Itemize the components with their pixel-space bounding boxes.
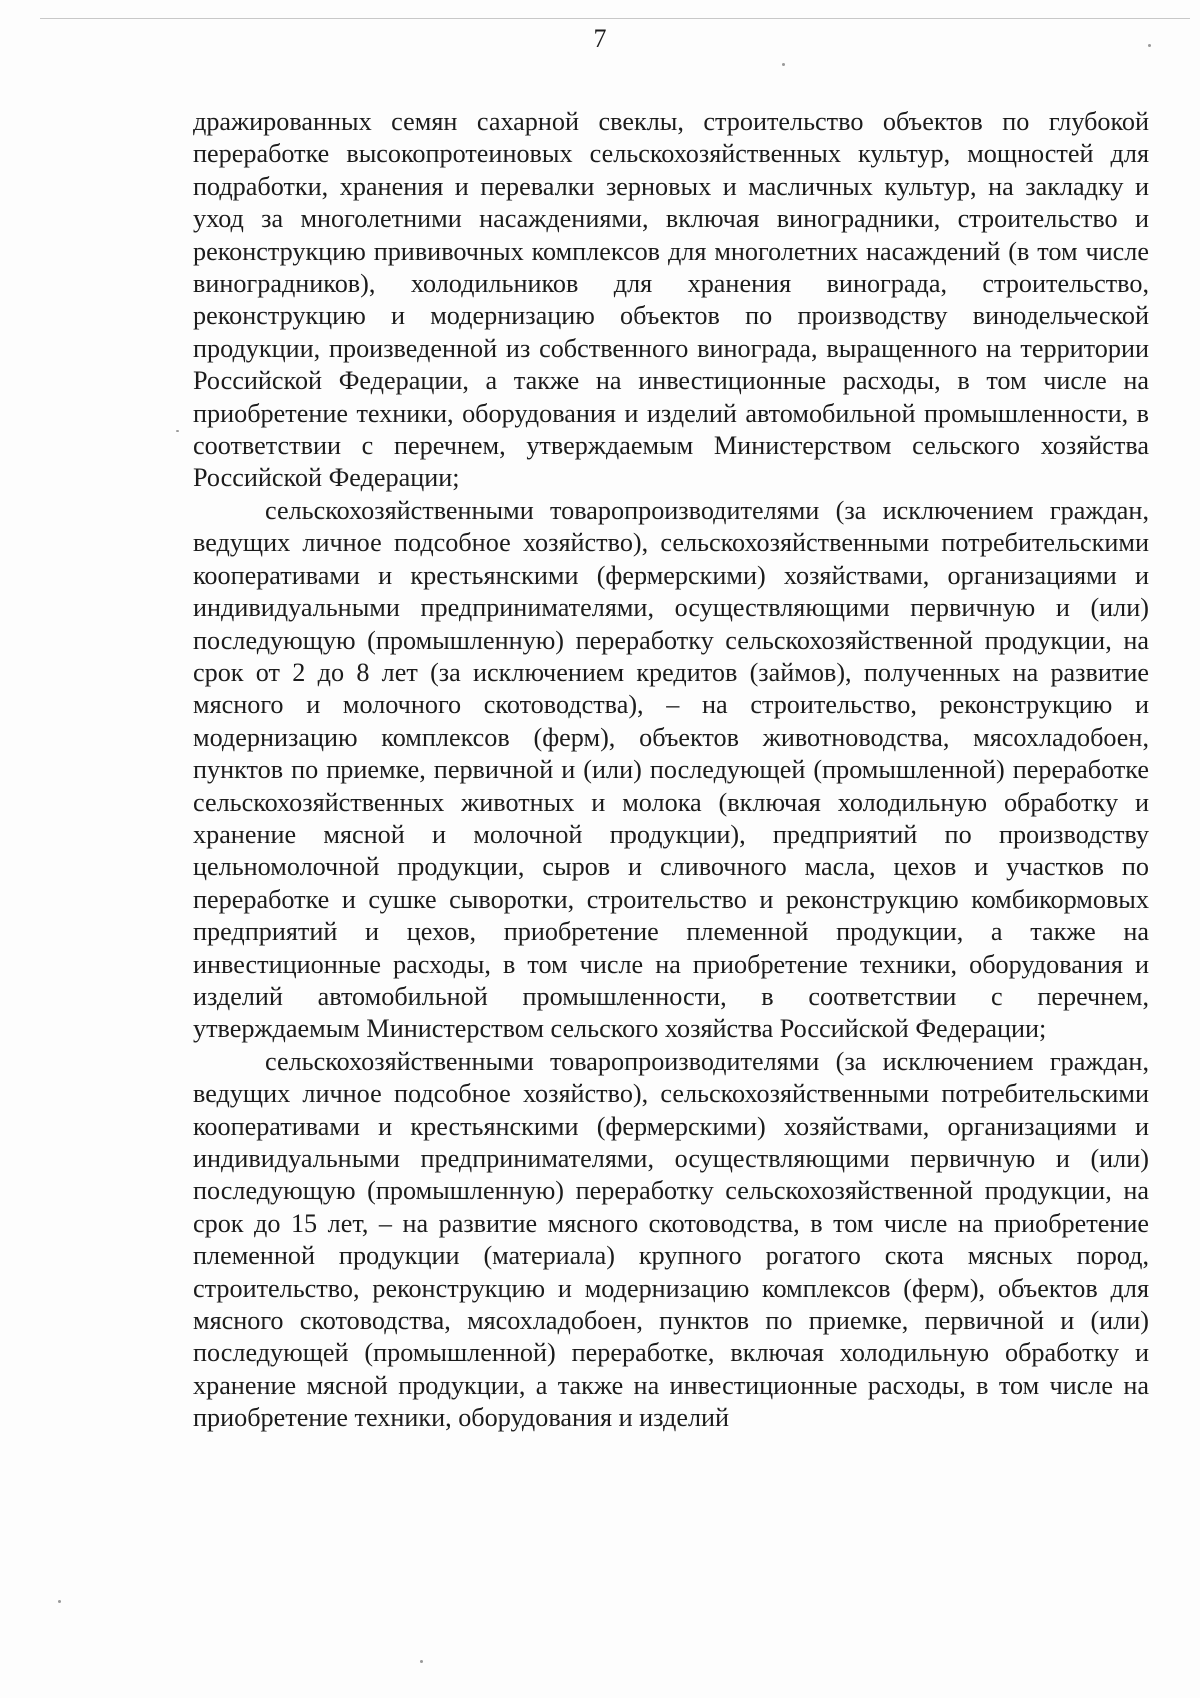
paragraph: сельскохозяйственными товаропроизводителями (за исключением граждан, ведущих личное подсобное хозяйство), сельскохозяйственными потребительскими кооперативами и крестьянскими (фермерскими) хозяйствами, организациями и индивидуальными предпринимателями, осуществляющими первичную и (или) последующую (промышленную) переработку сельскохозяйственной продукции, на срок до 15 лет, – на развитие мясного скотоводства, в том числе на приобретение племенной продукции (материала) крупного рогатого скота мясных пород, строительство, реконструкцию и модернизацию комплексов (ферм), объектов для мясного скотоводства, мясохладобоен, пунктов по приемке, первичной и (или) последующей (промышленной) переработке, включая холодильную обработку и хранение мясной продукции, а также на инвестиционные расходы, в том числе на приобретение техники, оборудования и изделий [193,1046,1149,1433]
page-number: 7 [593,24,607,53]
document-body [193,106,1149,1435]
scan-speck [420,1660,423,1663]
scan-speck [176,430,179,432]
paragraph: сельскохозяйственными товаропроизводителями (за исключением граждан, ведущих личное подсобное хозяйство), сельскохозяйственными потребительскими кооперативами и крестьянскими (фермерскими) хозяйствами, организациями и индивидуальными предпринимателями, осуществляющими первичную и (или) последующую (промышленную) переработку сельскохозяйственной продукции, на срок от 2 до 8 лет (за исключением кредитов (займов), полученных на развитие мясного и молочного скотоводства), – на строительство, реконструкцию и модернизацию комплексов (ферм), объектов животноводства, мясохладобоен, пунктов по приемке, первичной и (или) последующей (промышленной) переработке сельскохозяйственных животных и молока (включая холодильную обработку и хранение мясной и молочной продукции), предприятий по производству цельномолочной продукции, сыров и сливочного масла, цехов и участков по переработке и сушке сыворотки, строительство и реконструкцию комбикормовых предприятий и цехов, приобретение племенной продукции, а также на инвестиционные расходы, в том числе на приобретение техники, оборудования и изделий автомобильной промышленности, в соответствии с перечнем, утверждаемым Министерством сельского хозяйства Российской Федерации; [193,495,1149,1044]
scan-speck [782,63,785,66]
paragraph: дражированных семян сахарной свеклы, строительство объектов по глубокой переработке высокопротеиновых сельскохозяйственных культур, мощностей для подработки, хранения и перевалки зерновых и масличных культур, на закладку и уход за многолетними насаждениями, включая виноградники, строительство и реконструкцию прививочных комплексов для многолетних насаждений (в том числе виноградников), холодильников для хранения винограда, строительство, реконструкцию и модернизацию объектов по производству винодельческой продукции, произведенной из собственного винограда, выращенного на территории Российской Федерации, а также на инвестиционные расходы, в том числе на приобретение техники, оборудования и изделий автомобильной промышленности, в соответствии с перечнем, утверждаемым Министерством сельского хозяйства Российской Федерации; [193,107,1149,493]
scan-speck [58,1600,61,1603]
scan-edge-line [40,18,1190,19]
